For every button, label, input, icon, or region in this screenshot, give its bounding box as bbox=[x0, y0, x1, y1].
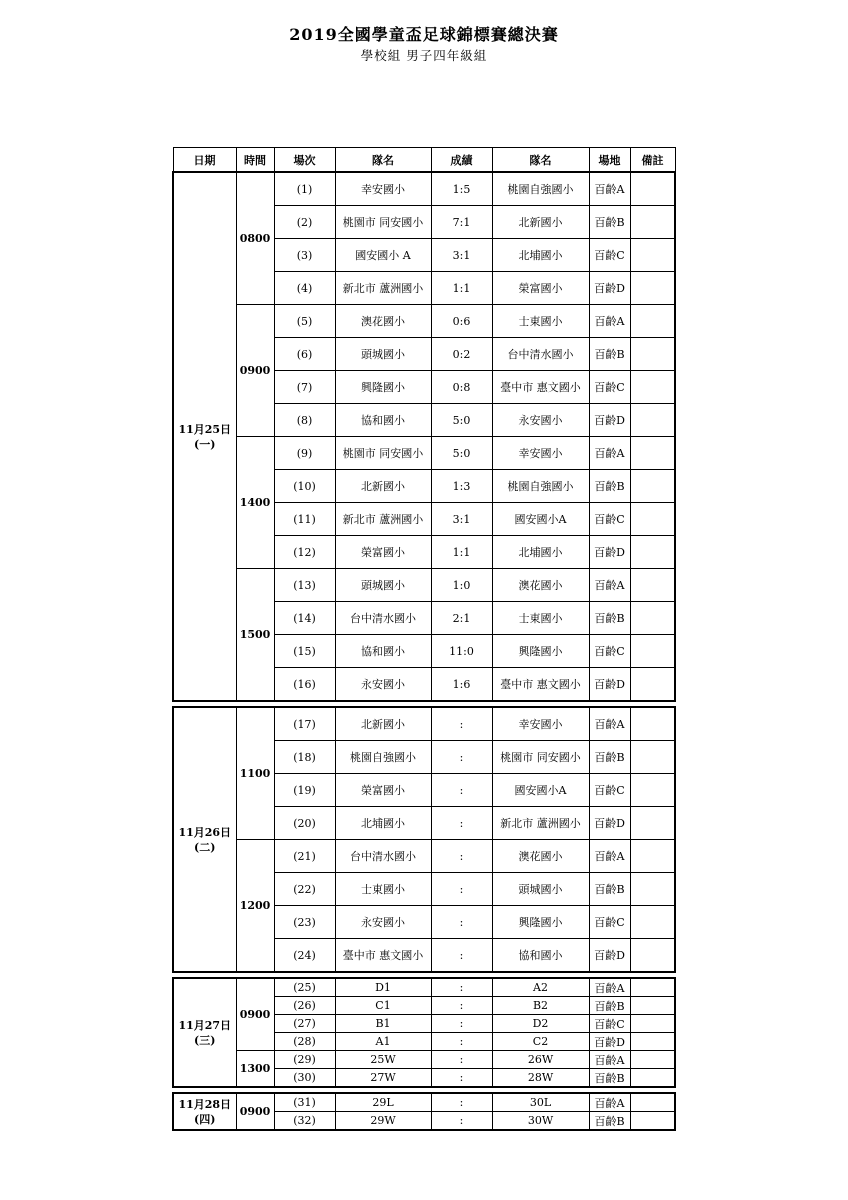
team-a: 頭城國小 bbox=[335, 569, 431, 602]
note-cell bbox=[630, 906, 675, 939]
venue: 百齡B bbox=[589, 1069, 630, 1088]
score: : bbox=[431, 978, 492, 997]
note-cell bbox=[630, 840, 675, 873]
team-a: 國安國小 A bbox=[335, 239, 431, 272]
score: : bbox=[431, 1069, 492, 1088]
note-cell bbox=[630, 602, 675, 635]
venue: 百齡A bbox=[589, 707, 630, 741]
venue: 百齡C bbox=[589, 503, 630, 536]
venue: 百齡B bbox=[589, 1112, 630, 1131]
venue: 百齡C bbox=[589, 1015, 630, 1033]
team-b: 26W bbox=[492, 1051, 589, 1069]
note-cell bbox=[630, 668, 675, 702]
header-team-b: 隊名 bbox=[492, 148, 589, 173]
weekday-label: (三) bbox=[194, 1033, 216, 1047]
match-number: (28) bbox=[274, 1033, 335, 1051]
schedule-table bbox=[172, 147, 676, 1131]
note-cell bbox=[630, 939, 675, 973]
venue: 百齡A bbox=[589, 978, 630, 997]
score: 3:1 bbox=[431, 503, 492, 536]
table-row bbox=[173, 840, 675, 873]
team-a: 北新國小 bbox=[335, 470, 431, 503]
day-group bbox=[173, 172, 675, 701]
header-venue: 場地 bbox=[589, 148, 630, 173]
score: : bbox=[431, 774, 492, 807]
venue: 百齡A bbox=[589, 437, 630, 470]
weekday-label: (四) bbox=[194, 1112, 216, 1126]
team-a: 協和國小 bbox=[335, 635, 431, 668]
score: : bbox=[431, 873, 492, 906]
note-cell bbox=[630, 873, 675, 906]
match-number: (32) bbox=[274, 1112, 335, 1131]
score: 0:2 bbox=[431, 338, 492, 371]
header-date: 日期 bbox=[173, 148, 236, 173]
match-number: (26) bbox=[274, 997, 335, 1015]
venue: 百齡C bbox=[589, 906, 630, 939]
match-number: (9) bbox=[274, 437, 335, 470]
score: 0:8 bbox=[431, 371, 492, 404]
team-b: D2 bbox=[492, 1015, 589, 1033]
score: 2:1 bbox=[431, 602, 492, 635]
match-number: (20) bbox=[274, 807, 335, 840]
team-a: 幸安國小 bbox=[335, 172, 431, 206]
date-cell bbox=[173, 707, 236, 972]
team-b: 興隆國小 bbox=[492, 635, 589, 668]
score: : bbox=[431, 1033, 492, 1051]
match-number: (27) bbox=[274, 1015, 335, 1033]
score: 1:3 bbox=[431, 470, 492, 503]
page-subtitle: 學校組 男子四年級組 bbox=[360, 48, 488, 63]
header-match: 場次 bbox=[274, 148, 335, 173]
match-number: (18) bbox=[274, 741, 335, 774]
note-cell bbox=[630, 172, 675, 206]
score: : bbox=[431, 997, 492, 1015]
venue: 百齡D bbox=[589, 807, 630, 840]
venue: 百齡A bbox=[589, 840, 630, 873]
team-b: 國安國小A bbox=[492, 503, 589, 536]
time-cell: 1300 bbox=[236, 1051, 274, 1088]
score: 11:0 bbox=[431, 635, 492, 668]
note-cell bbox=[630, 569, 675, 602]
time-cell: 1500 bbox=[236, 569, 274, 702]
score: : bbox=[431, 807, 492, 840]
date-label: 11月25日 bbox=[178, 422, 232, 436]
team-b: 北新國小 bbox=[492, 206, 589, 239]
header-score: 成績 bbox=[431, 148, 492, 173]
score: : bbox=[431, 1112, 492, 1131]
day-group bbox=[173, 978, 675, 1087]
team-b: 桃園自強國小 bbox=[492, 470, 589, 503]
venue: 百齡C bbox=[589, 239, 630, 272]
team-b: 桃園自強國小 bbox=[492, 172, 589, 206]
venue: 百齡C bbox=[589, 371, 630, 404]
note-cell bbox=[630, 536, 675, 569]
team-b: 澳花國小 bbox=[492, 840, 589, 873]
score: 5:0 bbox=[431, 437, 492, 470]
team-b: 士東國小 bbox=[492, 305, 589, 338]
team-a: 榮富國小 bbox=[335, 774, 431, 807]
date-cell bbox=[173, 1093, 236, 1130]
score: : bbox=[431, 1051, 492, 1069]
note-cell bbox=[630, 470, 675, 503]
team-b: 桃園市 同安國小 bbox=[492, 741, 589, 774]
score: 7:1 bbox=[431, 206, 492, 239]
team-b: 28W bbox=[492, 1069, 589, 1088]
table-row bbox=[173, 305, 675, 338]
match-number: (11) bbox=[274, 503, 335, 536]
venue: 百齡D bbox=[589, 404, 630, 437]
team-a: B1 bbox=[335, 1015, 431, 1033]
team-a: 頭城國小 bbox=[335, 338, 431, 371]
venue: 百齡B bbox=[589, 338, 630, 371]
note-cell bbox=[630, 1069, 675, 1088]
match-number: (16) bbox=[274, 668, 335, 702]
venue: 百齡B bbox=[589, 873, 630, 906]
team-a: 澳花國小 bbox=[335, 305, 431, 338]
match-number: (19) bbox=[274, 774, 335, 807]
team-b: 臺中市 惠文國小 bbox=[492, 668, 589, 702]
score: 3:1 bbox=[431, 239, 492, 272]
team-b: 興隆國小 bbox=[492, 906, 589, 939]
weekday-label: (二) bbox=[194, 840, 216, 854]
match-number: (7) bbox=[274, 371, 335, 404]
venue: 百齡C bbox=[589, 774, 630, 807]
header-note: 備註 bbox=[630, 148, 675, 173]
note-cell bbox=[630, 503, 675, 536]
time-cell: 1100 bbox=[236, 707, 274, 840]
team-a: 新北市 蘆洲國小 bbox=[335, 272, 431, 305]
date-cell bbox=[173, 172, 236, 701]
score: : bbox=[431, 707, 492, 741]
team-a: 桃園自強國小 bbox=[335, 741, 431, 774]
match-number: (15) bbox=[274, 635, 335, 668]
venue: 百齡D bbox=[589, 939, 630, 973]
score: : bbox=[431, 906, 492, 939]
match-number: (17) bbox=[274, 707, 335, 741]
match-number: (23) bbox=[274, 906, 335, 939]
venue: 百齡D bbox=[589, 536, 630, 569]
note-cell bbox=[630, 1051, 675, 1069]
team-a: 29W bbox=[335, 1112, 431, 1131]
time-cell: 1200 bbox=[236, 840, 274, 973]
table-row bbox=[173, 707, 675, 741]
team-b: 30W bbox=[492, 1112, 589, 1131]
time-cell: 0900 bbox=[236, 305, 274, 437]
team-b: 國安國小A bbox=[492, 774, 589, 807]
score: 1:6 bbox=[431, 668, 492, 702]
match-number: (13) bbox=[274, 569, 335, 602]
team-b: 北埔國小 bbox=[492, 536, 589, 569]
venue: 百齡A bbox=[589, 569, 630, 602]
table-row bbox=[173, 1051, 675, 1069]
venue: 百齡D bbox=[589, 272, 630, 305]
time-cell: 1400 bbox=[236, 437, 274, 569]
team-a: 29L bbox=[335, 1093, 431, 1112]
date-label: 11月28日 bbox=[178, 1097, 232, 1111]
team-a: 桃園市 同安國小 bbox=[335, 437, 431, 470]
team-a: 新北市 蘆洲國小 bbox=[335, 503, 431, 536]
score: 1:5 bbox=[431, 172, 492, 206]
time-cell: 0900 bbox=[236, 978, 274, 1051]
match-number: (10) bbox=[274, 470, 335, 503]
team-b: 台中清水國小 bbox=[492, 338, 589, 371]
match-number: (6) bbox=[274, 338, 335, 371]
table-row bbox=[173, 978, 675, 997]
header-time: 時間 bbox=[236, 148, 274, 173]
team-a: 臺中市 惠文國小 bbox=[335, 939, 431, 973]
match-number: (21) bbox=[274, 840, 335, 873]
venue: 百齡B bbox=[589, 602, 630, 635]
table-row bbox=[173, 1093, 675, 1112]
team-b: 榮富國小 bbox=[492, 272, 589, 305]
note-cell bbox=[630, 272, 675, 305]
score: : bbox=[431, 1093, 492, 1112]
table-row bbox=[173, 172, 675, 206]
team-b: C2 bbox=[492, 1033, 589, 1051]
venue: 百齡C bbox=[589, 635, 630, 668]
note-cell bbox=[630, 635, 675, 668]
team-b: 臺中市 惠文國小 bbox=[492, 371, 589, 404]
venue: 百齡A bbox=[589, 1093, 630, 1112]
match-number: (3) bbox=[274, 239, 335, 272]
score: 1:1 bbox=[431, 536, 492, 569]
score: : bbox=[431, 741, 492, 774]
team-a: 協和國小 bbox=[335, 404, 431, 437]
team-a: 台中清水國小 bbox=[335, 602, 431, 635]
date-cell bbox=[173, 978, 236, 1087]
team-b: 協和國小 bbox=[492, 939, 589, 973]
note-cell bbox=[630, 1093, 675, 1112]
team-a: 25W bbox=[335, 1051, 431, 1069]
team-a: 台中清水國小 bbox=[335, 840, 431, 873]
venue: 百齡B bbox=[589, 997, 630, 1015]
team-a: D1 bbox=[335, 978, 431, 997]
note-cell bbox=[630, 239, 675, 272]
team-b: 士東國小 bbox=[492, 602, 589, 635]
note-cell bbox=[630, 1033, 675, 1051]
note-cell bbox=[630, 978, 675, 997]
team-a: 興隆國小 bbox=[335, 371, 431, 404]
score: : bbox=[431, 1015, 492, 1033]
day-group bbox=[173, 1093, 675, 1130]
day-group bbox=[173, 707, 675, 972]
match-number: (22) bbox=[274, 873, 335, 906]
team-a: 桃園市 同安國小 bbox=[335, 206, 431, 239]
note-cell bbox=[630, 1112, 675, 1131]
match-number: (12) bbox=[274, 536, 335, 569]
date-label: 11月26日 bbox=[178, 825, 232, 839]
team-b: 北埔國小 bbox=[492, 239, 589, 272]
note-cell bbox=[630, 741, 675, 774]
note-cell bbox=[630, 1015, 675, 1033]
note-cell bbox=[630, 707, 675, 741]
venue: 百齡D bbox=[589, 668, 630, 702]
team-a: A1 bbox=[335, 1033, 431, 1051]
table-row bbox=[173, 569, 675, 602]
table-row bbox=[173, 437, 675, 470]
venue: 百齡D bbox=[589, 1033, 630, 1051]
match-number: (25) bbox=[274, 978, 335, 997]
match-number: (2) bbox=[274, 206, 335, 239]
weekday-label: (一) bbox=[194, 437, 216, 451]
team-b: 幸安國小 bbox=[492, 707, 589, 741]
venue: 百齡B bbox=[589, 206, 630, 239]
team-a: C1 bbox=[335, 997, 431, 1015]
team-a: 永安國小 bbox=[335, 668, 431, 702]
match-number: (29) bbox=[274, 1051, 335, 1069]
date-label: 11月27日 bbox=[178, 1018, 232, 1032]
venue: 百齡A bbox=[589, 305, 630, 338]
time-cell: 0900 bbox=[236, 1093, 274, 1130]
team-a: 士東國小 bbox=[335, 873, 431, 906]
team-a: 北新國小 bbox=[335, 707, 431, 741]
team-b: 30L bbox=[492, 1093, 589, 1112]
venue: 百齡B bbox=[589, 741, 630, 774]
team-b: 新北市 蘆洲國小 bbox=[492, 807, 589, 840]
match-number: (24) bbox=[274, 939, 335, 973]
match-number: (8) bbox=[274, 404, 335, 437]
note-cell bbox=[630, 371, 675, 404]
venue: 百齡A bbox=[589, 172, 630, 206]
venue: 百齡B bbox=[589, 470, 630, 503]
score: : bbox=[431, 840, 492, 873]
team-b: 頭城國小 bbox=[492, 873, 589, 906]
match-number: (14) bbox=[274, 602, 335, 635]
note-cell bbox=[630, 206, 675, 239]
team-b: 幸安國小 bbox=[492, 437, 589, 470]
match-number: (4) bbox=[274, 272, 335, 305]
time-cell: 0800 bbox=[236, 172, 274, 305]
team-b: A2 bbox=[492, 978, 589, 997]
note-cell bbox=[630, 997, 675, 1015]
team-a: 北埔國小 bbox=[335, 807, 431, 840]
note-cell bbox=[630, 404, 675, 437]
score: 5:0 bbox=[431, 404, 492, 437]
note-cell bbox=[630, 305, 675, 338]
score: : bbox=[431, 939, 492, 973]
note-cell bbox=[630, 437, 675, 470]
team-a: 永安國小 bbox=[335, 906, 431, 939]
match-number: (1) bbox=[274, 172, 335, 206]
team-b: 永安國小 bbox=[492, 404, 589, 437]
match-number: (31) bbox=[274, 1093, 335, 1112]
match-number: (5) bbox=[274, 305, 335, 338]
page-title: 2019全國學童盃足球錦標賽總決賽 bbox=[289, 25, 559, 44]
score: 0:6 bbox=[431, 305, 492, 338]
score: 1:1 bbox=[431, 272, 492, 305]
team-a: 27W bbox=[335, 1069, 431, 1088]
team-b: B2 bbox=[492, 997, 589, 1015]
note-cell bbox=[630, 807, 675, 840]
venue: 百齡A bbox=[589, 1051, 630, 1069]
table-header bbox=[173, 148, 675, 173]
match-number: (30) bbox=[274, 1069, 335, 1088]
score: 1:0 bbox=[431, 569, 492, 602]
note-cell bbox=[630, 338, 675, 371]
team-a: 榮富國小 bbox=[335, 536, 431, 569]
note-cell bbox=[630, 774, 675, 807]
header-team-a: 隊名 bbox=[335, 148, 431, 173]
team-b: 澳花國小 bbox=[492, 569, 589, 602]
